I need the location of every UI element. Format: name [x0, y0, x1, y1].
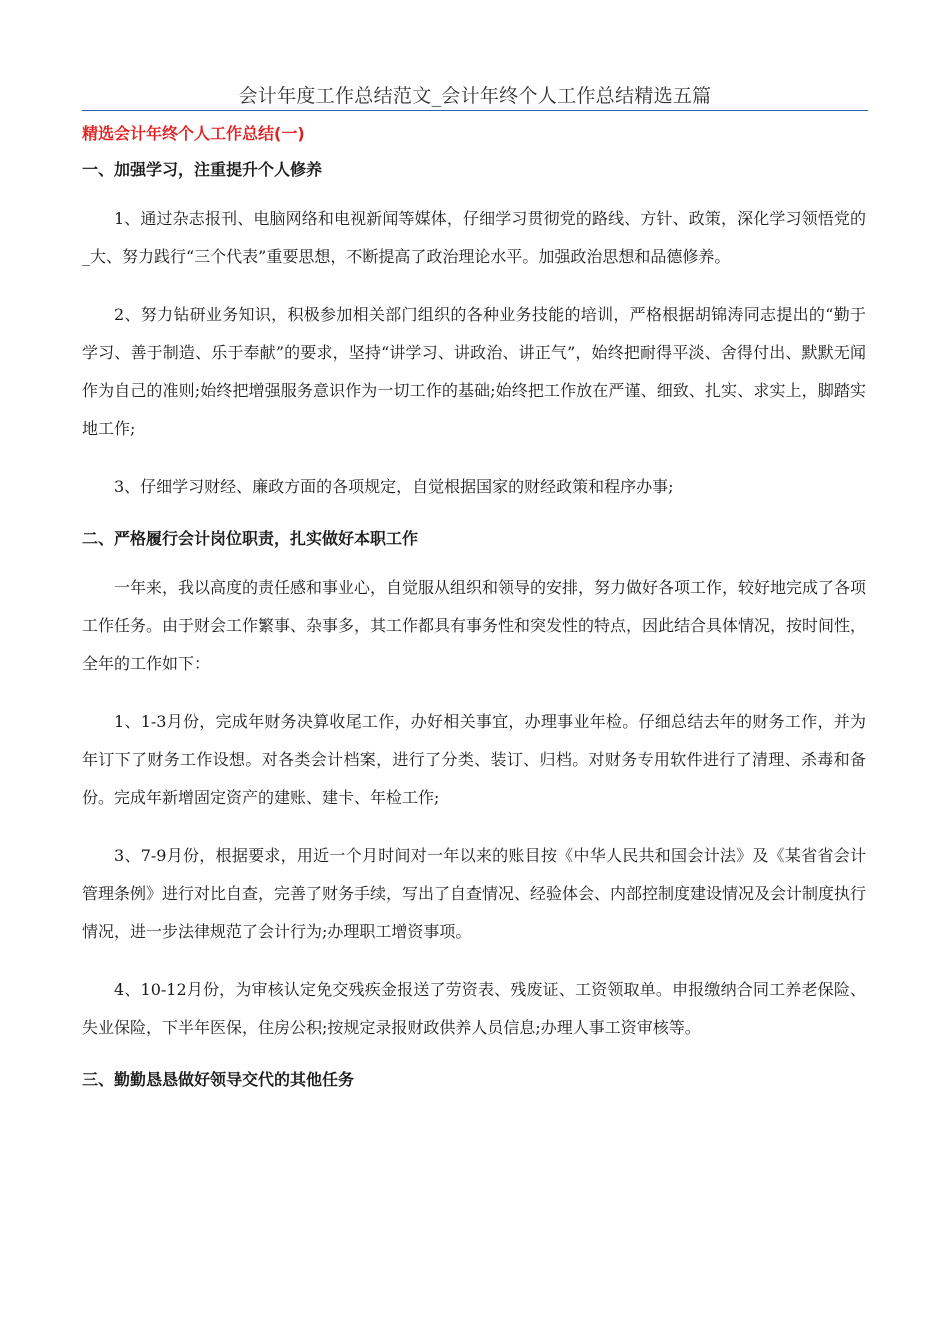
section-heading-2: 二、严格履行会计岗位职责，扎实做好本职工作: [82, 529, 419, 548]
paragraph: 4、10-12月份，为审核认定免交残疾金报送了劳资表、残废证、工资领取单。申报缴纳合同工养老保险、失业保险，下半年医保，住房公积;按规定录报财政供养人员信息;办理人事工资审核等。: [82, 980, 866, 1037]
paragraph: 2、努力钻研业务知识，积极参加相关部门组织的各种业务技能的培训，严格根据胡锦涛同志提出的“勤于学习、善于制造、乐于奉献”的要求，坚持“讲学习、讲政治、讲正气”，始终把耐得平淡、舍得付出、默默无闻作为自己的准则;始终把增强服务意识作为一切工作的基础;始终把工作放在严谨、细致、扎实、求实上，脚踏实地工作;: [82, 305, 866, 438]
page-header-title: 会计年度工作总结范文_会计年终个人工作总结精选五篇: [238, 85, 712, 107]
header-divider: [82, 110, 868, 111]
paragraph: 3、7-9月份，根据要求，用近一个月时间对一年以来的账目按《中华人民共和国会计法》及《某省省会计管理条例》进行对比自查，完善了财务手续，写出了自查情况、经验体会、内部控制度建设情况及会计制度执行情况，进一步法律规范了会计行为;办理职工增资事项。: [82, 846, 867, 941]
paragraph: 3、仔细学习财经、廉政方面的各项规定，自觉根据国家的财经政策和程序办事;: [114, 477, 674, 496]
paragraph: 1、通过杂志报刊、电脑网络和电视新闻等媒体，仔细学习贯彻党的路线、方针、政策，深化学习领悟党的_大、努力践行“三个代表”重要思想，不断提高了政治理论水平。加强政治思想和品德修养。: [82, 209, 866, 266]
section-heading-1: 一、加强学习，注重提升个人修养: [82, 160, 323, 179]
section-heading-3: 三、勤勤恳恳做好领导交代的其他任务: [82, 1070, 355, 1089]
paragraph: 1、1-3月份，完成年财务决算收尾工作，办好相关事宜，办理事业年检。仔细总结去年的财务工作，并为年订下了财务工作设想。对各类会计档案，进行了分类、装订、归档。对财务专用软件进行了清理、杀毒和备份。完成年新增固定资产的建账、建卡、年检工作;: [82, 712, 866, 807]
document-subtitle: 精选会计年终个人工作总结(一): [82, 124, 305, 143]
document-body: [82, 121, 866, 1093]
paragraph: 一年来，我以高度的责任感和事业心，自觉服从组织和领导的安排，努力做好各项工作，较好地完成了各项工作任务。由于财会工作繁事、杂事多，其工作都具有事务性和突发性的特点，因此结合具体情况，按时间性，全年的工作如下：: [82, 578, 867, 673]
